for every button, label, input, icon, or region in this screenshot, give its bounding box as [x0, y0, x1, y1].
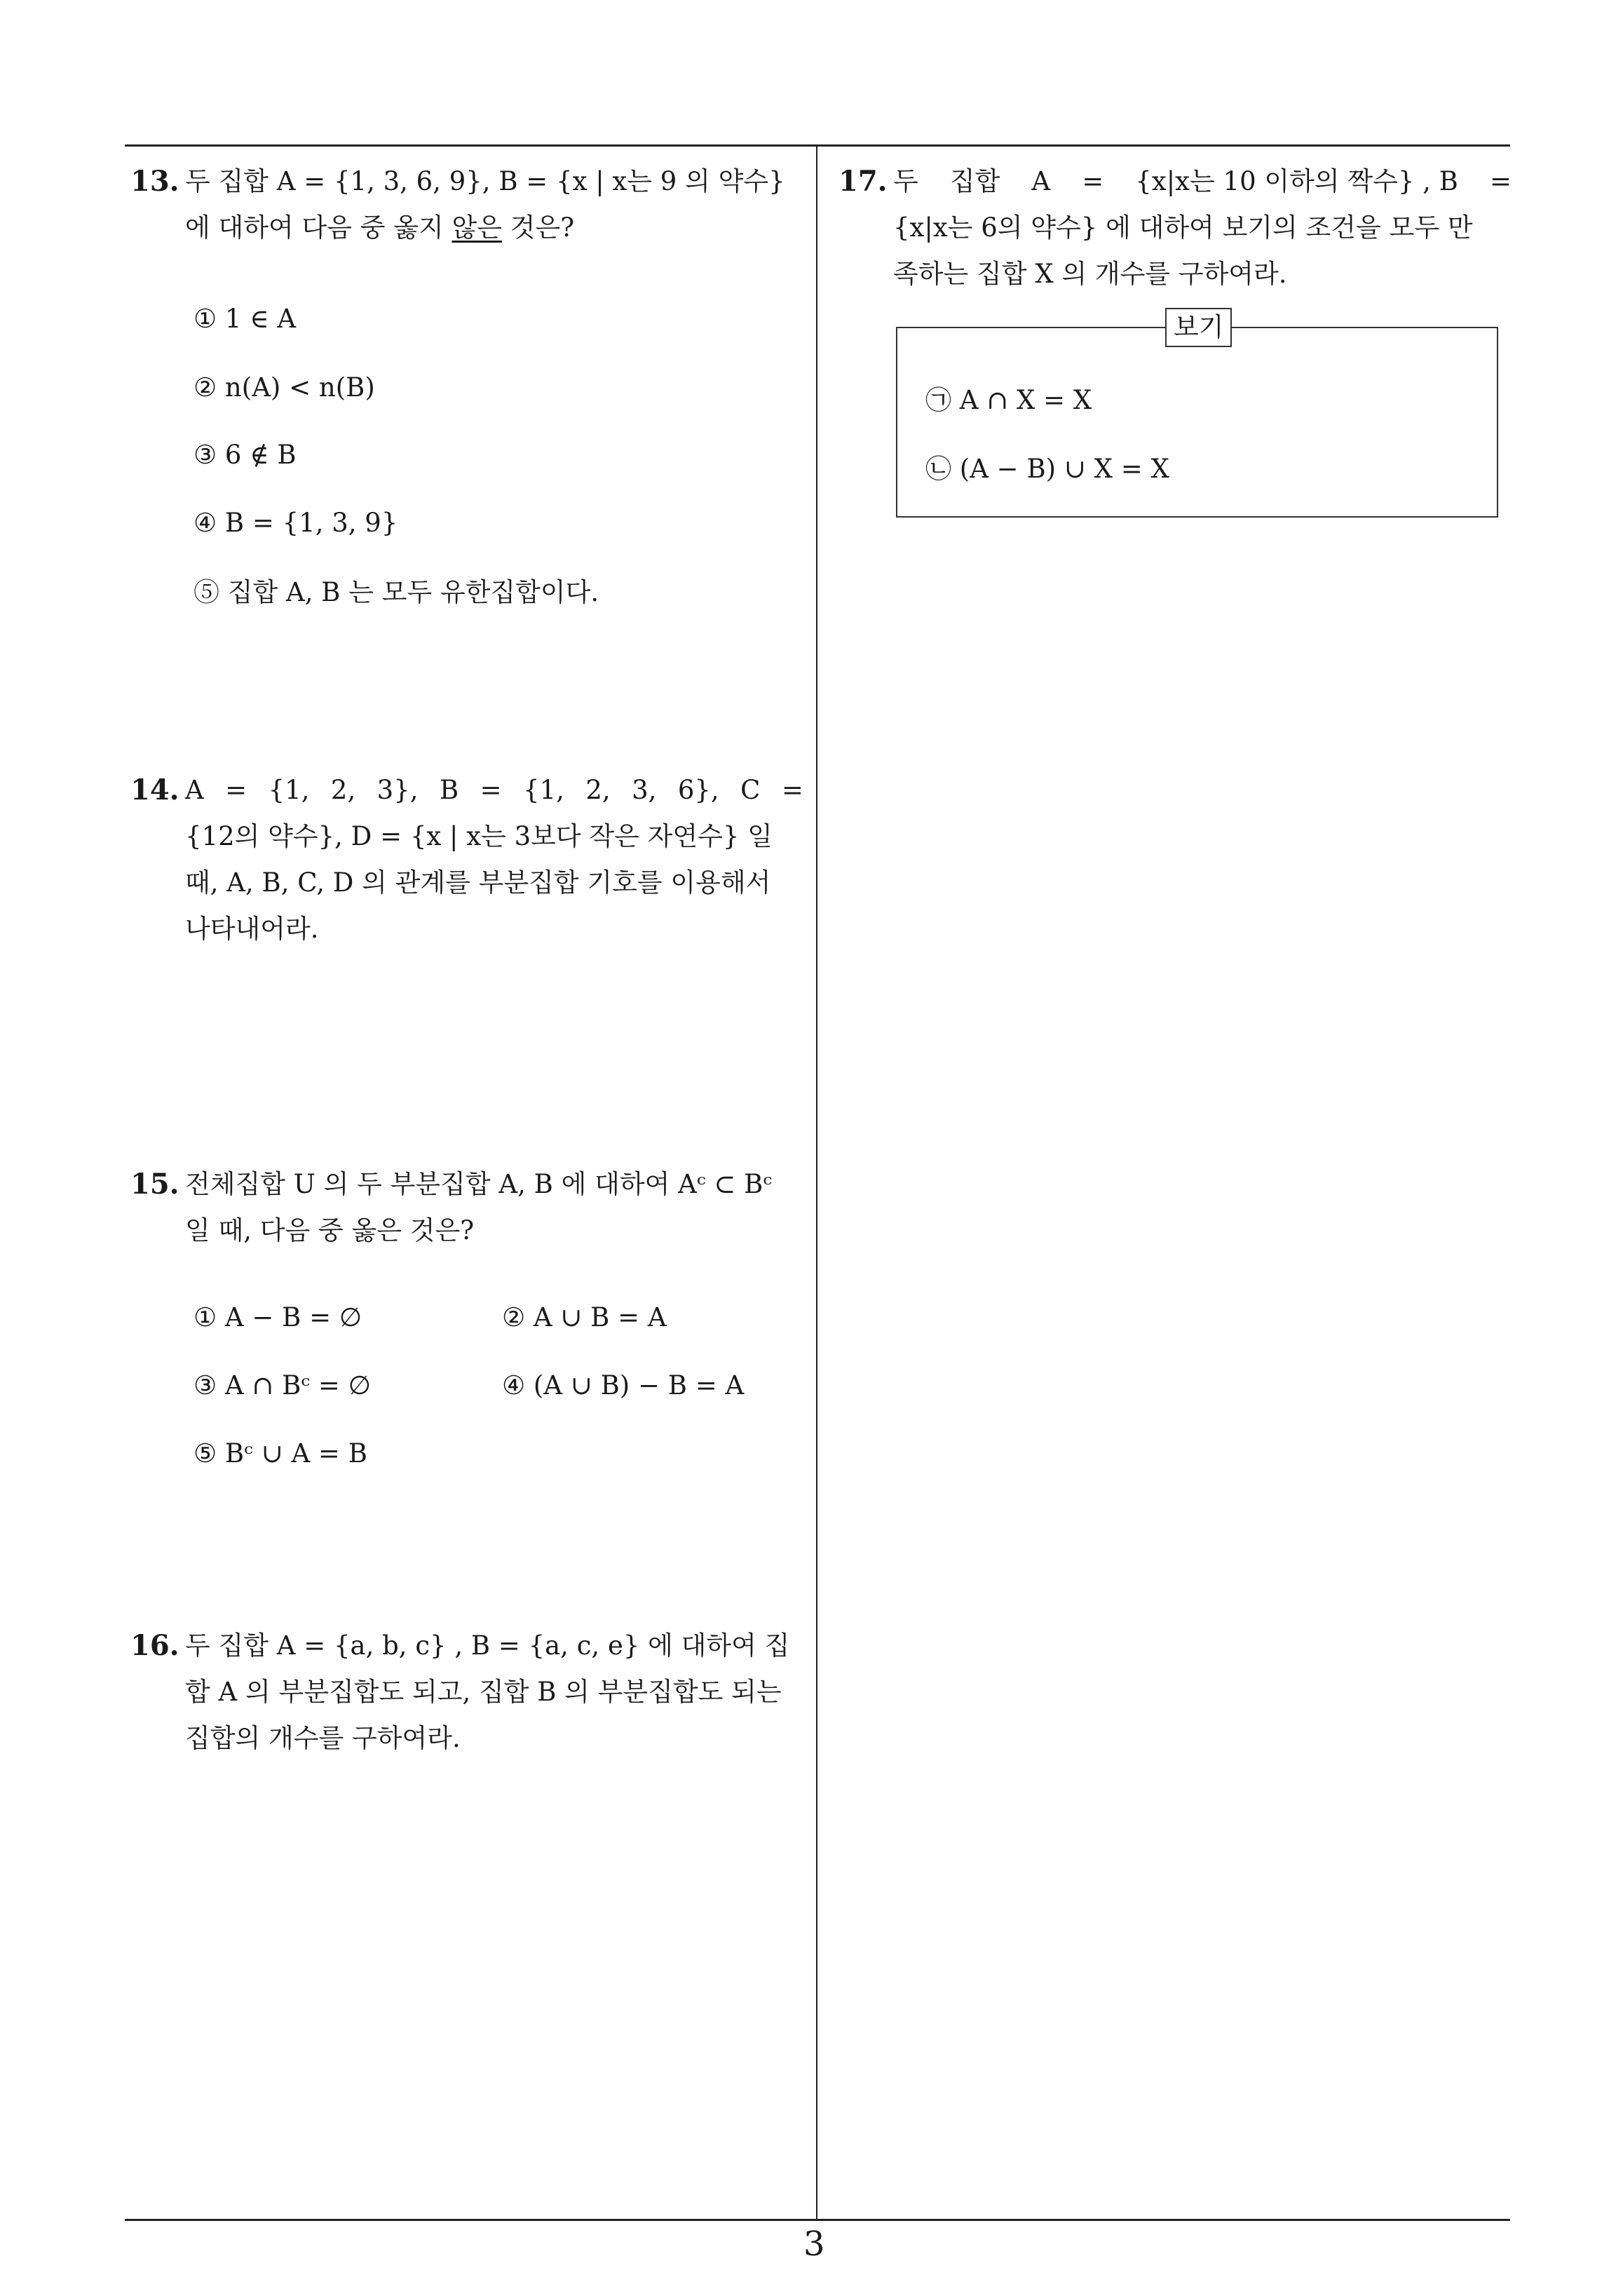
answer-option-1[interactable]: ① 1 ∈ A	[193, 304, 297, 334]
right-column	[838, 158, 1512, 2192]
condition-item-2: ㉡ (A − B) ∪ X = X	[925, 454, 1169, 484]
underlined-word: 않은	[451, 212, 502, 243]
page-number: 3	[803, 2224, 825, 2264]
question-text-line: {12의 약수}, D = {x | x는 3보다 작은 자연수} 일	[185, 821, 773, 851]
answer-option-5[interactable]: ⑤ Bᶜ ∪ A = B	[193, 1438, 367, 1468]
question-text-line: 일 때, 다음 중 옳은 것은?	[185, 1215, 475, 1245]
question-text-line: A = {1, 2, 3}, B = {1, 2, 3, 6}, C =	[185, 775, 803, 805]
condition-item-1: ㉠ A ∩ X = X	[925, 385, 1092, 415]
answer-option-1[interactable]: ① A − B = ∅	[193, 1302, 362, 1332]
answer-option-3[interactable]: ③ A ∩ Bᶜ = ∅	[193, 1370, 371, 1400]
answer-option-5[interactable]: ⑤ 집합 A, B 는 모두 유한집합이다.	[193, 577, 599, 607]
question-text-line: 두 집합 A = {a, b, c} , B = {a, c, e} 에 대하여 집	[185, 1630, 790, 1661]
answer-option-4[interactable]: ④ (A ∪ B) − B = A	[502, 1370, 745, 1400]
answer-option-3[interactable]: ③ 6 ∉ B	[193, 440, 297, 470]
question-text-line: 전체집합 U 의 두 부분집합 A, B 에 대하여 Aᶜ ⊂ Bᶜ	[185, 1169, 773, 1199]
question-text-line: 때, A, B, C, D 의 관계를 부분집합 기호를 이용해서	[185, 867, 771, 898]
bottom-rule	[125, 2219, 1510, 2221]
question-number: 14.	[130, 774, 179, 806]
left-column	[130, 158, 803, 2192]
column-divider	[816, 144, 817, 2220]
top-rule	[125, 144, 1510, 147]
question-text-line: 나타내어라.	[185, 914, 319, 944]
question-text-line: 집합의 개수를 구하여라.	[185, 1723, 461, 1753]
question-number: 13.	[130, 165, 179, 198]
answer-option-4[interactable]: ④ B = {1, 3, 9}	[193, 508, 398, 538]
question-text-line: 족하는 집합 X 의 개수를 구하여라.	[893, 259, 1287, 289]
question-text-line: 두 집합 A = {x|x는 10 이하의 짝수} , B =	[893, 166, 1512, 196]
question-number: 15.	[130, 1168, 179, 1201]
question-text-line: 합 A 의 부분집합도 되고, 집합 B 의 부분집합도 되는	[185, 1677, 782, 1707]
question-number: 16.	[130, 1629, 179, 1662]
question-number: 17.	[838, 165, 888, 198]
question-text-line: 에 대하여 다음 중 옳지 않은 것은?	[185, 212, 575, 243]
question-text-line: 두 집합 A = {1, 3, 6, 9}, B = {x | x는 9 의 약수}	[185, 166, 785, 196]
question-text-line: {x|x는 6의 약수} 에 대하여 보기의 조건을 모두 만	[893, 212, 1473, 243]
answer-option-2[interactable]: ② A ∪ B = A	[502, 1302, 667, 1332]
answer-option-2[interactable]: ② n(A) < n(B)	[193, 372, 375, 403]
condition-box-title: 보기	[1165, 308, 1232, 347]
